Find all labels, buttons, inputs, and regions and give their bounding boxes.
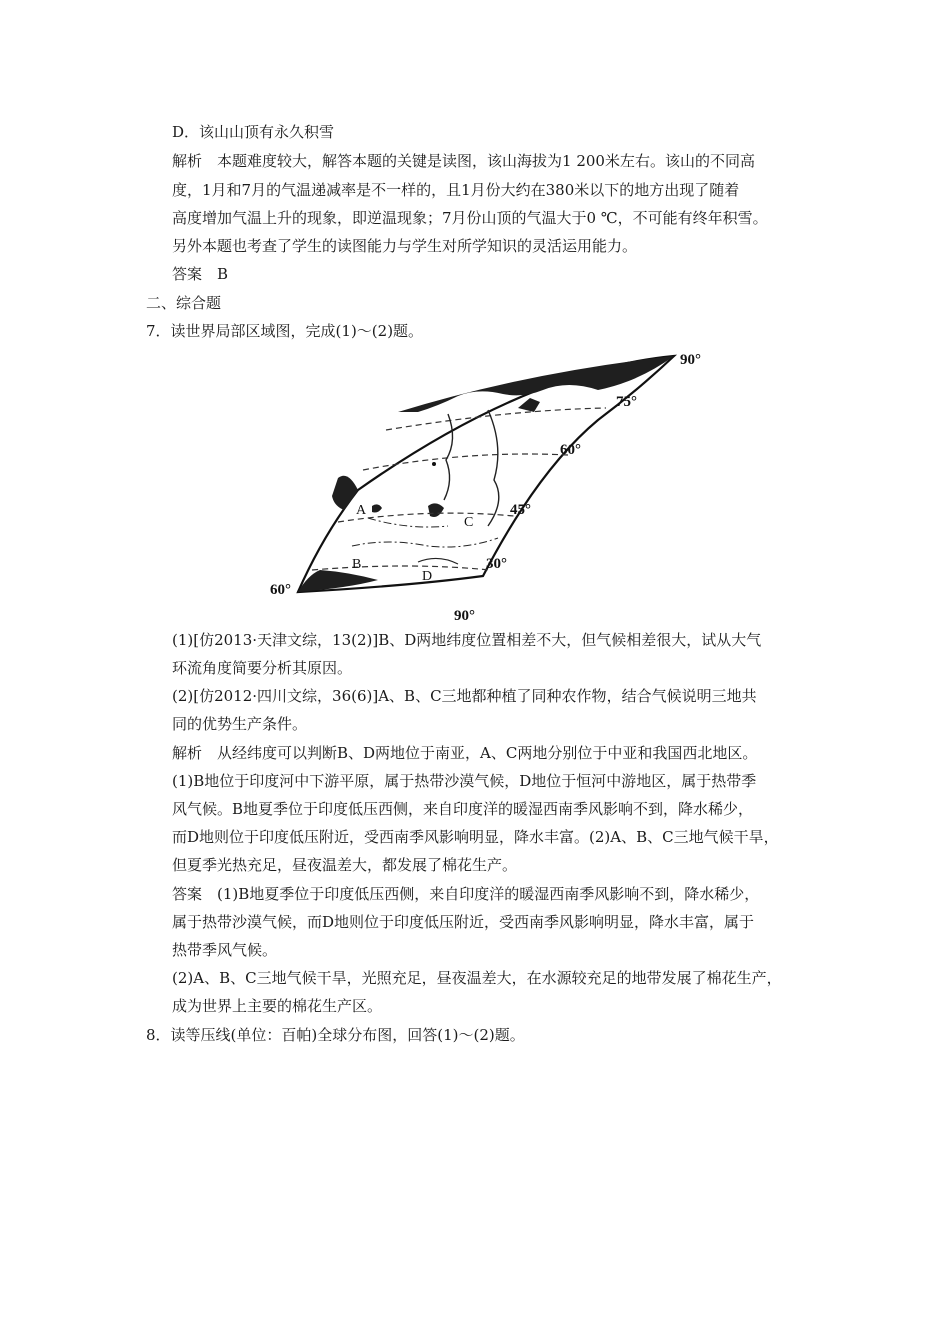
lat-label-75: 75° — [616, 394, 637, 410]
world-region-map — [268, 350, 708, 622]
answer-7-line-5: 成为世界上主要的棉花生产区。 — [172, 997, 383, 1015]
analysis-line-1: 解析 本题难度较大，解答本题的关键是读图，该山海拔为1 200米左右。该山的不同高 — [172, 152, 755, 170]
lat-label-90: 90° — [680, 352, 701, 368]
sub-question-2-line-1: (2)[仿2012·四川文综，36(6)]A、B、C三地都种植了同种农作物，结合气候说明三地共 — [172, 687, 757, 705]
question-7: 7．读世界局部区域图，完成(1)～(2)题。 — [146, 322, 424, 340]
point-c: C — [464, 515, 474, 530]
sub-question-1-line-2: 环流角度简要分析其原因。 — [172, 659, 353, 677]
corner-label-bottom: 90° — [454, 608, 475, 622]
sub-question-2-line-2: 同的优势生产条件。 — [172, 715, 308, 733]
city-dot — [432, 462, 436, 466]
answer-7-line-2: 属于热带沙漠气候，而D地则位于印度低压附近，受西南季风影响明显，降水丰富，属于 — [172, 913, 755, 931]
analysis-7-line-4: 而D地则位于印度低压附近，受西南季风影响明显，降水丰富。(2)A、B、C三地气候干旱， — [172, 828, 779, 846]
answer-b: 答案 B — [172, 265, 229, 283]
answer-7-line-4: (2)A、B、C三地气候干旱，光照充足，昼夜温差大，在水源较充足的地带发展了棉花生产， — [172, 969, 782, 987]
sub-question-1-line-1: (1)[仿2013·天津文综，13(2)]B、D两地纬度位置相差不大，但气候相差很大，试从大气 — [172, 631, 762, 649]
analysis-7-line-5: 但夏季光热充足，昼夜温差大，都发展了棉花生产。 — [172, 856, 518, 874]
answer-7-line-3: 热带季风气候。 — [172, 941, 278, 959]
lat-label-45: 45° — [510, 502, 531, 518]
lat-label-30: 30° — [486, 556, 507, 572]
lat-label-60: 60° — [560, 442, 581, 458]
question-8: 8．读等压线(单位：百帕)全球分布图，回答(1)～(2)题。 — [146, 1026, 525, 1044]
analysis-7-line-2: (1)B地位于印度河中下游平原，属于热带沙漠气候，D地位于恒河中游地区，属于热带季 — [172, 772, 757, 790]
section-heading: 二、综合题 — [146, 294, 222, 312]
answer-7-line-1: 答案 (1)B地夏季位于印度低压西侧，来自印度洋的暖湿西南季风影响不到，降水稀少， — [172, 885, 760, 903]
point-a: A — [356, 503, 367, 518]
point-d: D — [422, 569, 433, 584]
corner-label-left: 60° — [270, 582, 291, 598]
option-d: D．该山山顶有永久积雪 — [172, 123, 335, 141]
analysis-line-4: 另外本题也考查了学生的读图能力与学生对所学知识的灵活运用能力。 — [172, 237, 638, 255]
analysis-7-line-1: 解析 从经纬度可以判断B、D两地位于南亚，A、C两地分别位于中亚和我国西北地区。 — [172, 744, 758, 762]
analysis-7-line-3: 风气候。B地夏季位于印度低压西侧，来自印度洋的暖湿西南季风影响不到，降水稀少， — [172, 800, 754, 818]
analysis-line-3: 高度增加气温上升的现象，即逆温现象；7月份山顶的气温大于0 ℃，不可能有终年积雪。 — [172, 209, 768, 227]
point-b: B — [352, 557, 362, 572]
analysis-line-2: 度，1月和7月的气温递减率是不一样的，且1月份大约在380米以下的地方出现了随着 — [172, 181, 740, 199]
